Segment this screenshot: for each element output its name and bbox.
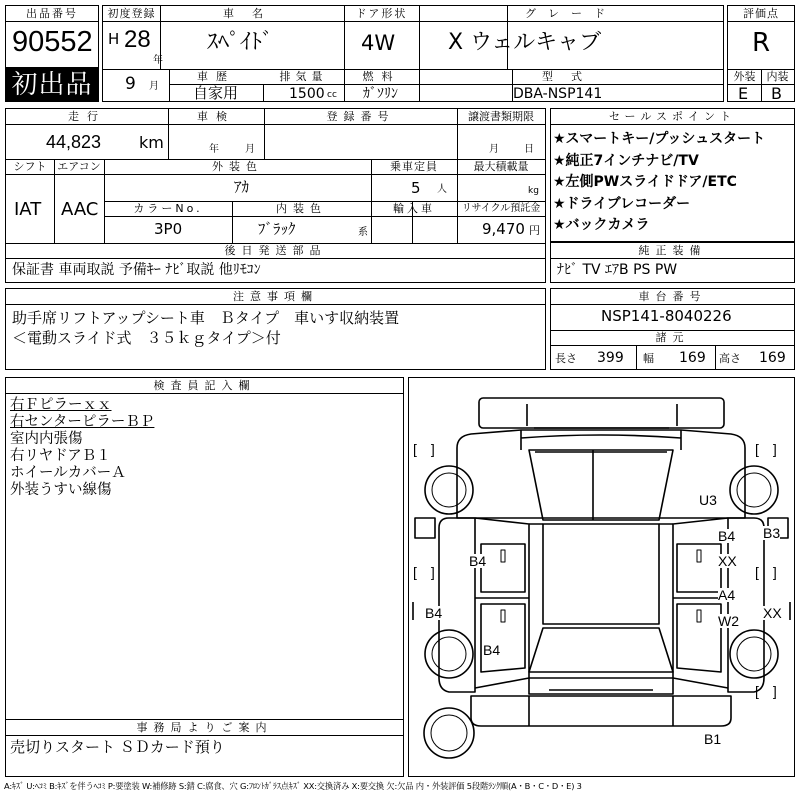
sales-points-box xyxy=(550,108,795,242)
int-color-label: 内装色 xyxy=(276,202,327,215)
car-diagram-box xyxy=(408,377,795,777)
chassis-label: 車台番号 xyxy=(638,290,707,303)
chassis-value: NSP141-8040226 xyxy=(601,307,732,325)
exterior-grade-label: 外装 xyxy=(733,70,756,83)
recycle-label: リサイクル預託金 xyxy=(461,203,541,214)
mark-b4-left-side: B4 xyxy=(425,605,443,621)
displacement-unit: cc xyxy=(327,90,337,100)
sales-points-label: セールスポイント xyxy=(608,110,736,123)
fuel-value: ｶﾞｿﾘﾝ xyxy=(363,86,398,102)
front-bumper xyxy=(479,398,724,428)
ext-color-value: ｱｶ xyxy=(234,178,250,196)
reg-no-label: 登録番号 xyxy=(326,110,395,123)
mark-w2-right-rear: W2 xyxy=(718,613,739,629)
height-label: 高さ xyxy=(719,352,741,365)
lot-number-box xyxy=(5,5,99,68)
displacement-label: 排気量 xyxy=(279,70,328,83)
mark-xx-right-door: XX xyxy=(718,553,737,569)
later-parts-label: 後日発送部品 xyxy=(224,244,327,257)
recycle-value: 9,470 xyxy=(482,220,525,238)
year-unit: 年 xyxy=(153,55,163,66)
inspector-line: 右センターピラーＢＰ xyxy=(10,414,155,430)
month-value: 9 xyxy=(125,74,136,94)
inspector-label: 検査員記入欄 xyxy=(153,379,256,392)
sales-point-item: ★純正7インチナビ/TV xyxy=(553,152,699,169)
mark-u3: U3 xyxy=(699,492,717,508)
shift-label: シフト xyxy=(13,160,47,173)
door-label: ドア形状 xyxy=(355,7,408,20)
inspection-month: 月 xyxy=(245,144,255,155)
mark-b4-right-door: B4 xyxy=(718,528,736,544)
first-reg-label: 初度登録 xyxy=(107,7,156,20)
inspector-line: 右Ｆピラーｘｘ xyxy=(10,397,112,413)
door-value: 4W xyxy=(361,31,396,55)
transfer-month: 月 xyxy=(489,144,499,155)
score-label: 評価点 xyxy=(743,7,779,20)
legend-text: A:ｷｽﾞ U:ﾍｺﾐ B:ｷｽﾞを伴うﾍｺﾐ P:要塗装 W:補修跡 S:錆 C:腐食、穴 G:ﾌﾛﾝﾄｶﾞﾗｽ点ｷｽﾞ XX:交換済み X:要交換 欠:欠品 内・外装評価 5段階ﾗﾝｸ順(A・B・C・D・E) 3 xyxy=(4,781,582,791)
capacity-value: 5 xyxy=(411,179,421,197)
roof xyxy=(543,524,659,624)
width-value: 169 xyxy=(679,350,706,366)
mirror-left xyxy=(415,518,435,538)
month-unit: 月 xyxy=(149,81,159,92)
inspector-lines xyxy=(10,397,154,499)
grade-value: X ウェルキャブ xyxy=(448,30,602,55)
notes-box xyxy=(5,288,546,370)
office-value: 売切りスタート ＳＤカード預り xyxy=(10,738,225,756)
equipment-box xyxy=(550,242,795,283)
bracket-mid-right: [ ] xyxy=(755,564,777,580)
chassis-box xyxy=(550,288,795,370)
rear-window xyxy=(529,628,673,672)
notes-line-2: ＜電動スライド式 ３５ｋｇタイプ＞付 xyxy=(12,329,281,347)
inspector-line: ホイールカバーＡ xyxy=(10,465,126,481)
inspector-line: 外装うすい線傷 xyxy=(10,482,112,498)
grade-label: グレード xyxy=(525,7,617,20)
model-value: DBA-NSP141 xyxy=(513,86,603,102)
color-no-label: カラーNo. xyxy=(133,202,203,215)
office-label: 事務局よりご案内 xyxy=(136,721,273,734)
inspector-box xyxy=(5,377,404,720)
max-load-unit: kg xyxy=(528,186,539,196)
history-value: 自家用 xyxy=(193,84,239,102)
int-color-value: ﾌﾞﾗｯｸ xyxy=(258,220,296,238)
sales-point-item: ★バックカメラ xyxy=(553,217,650,233)
bracket-top-left: [ ] xyxy=(413,441,435,457)
spec-table xyxy=(5,108,546,283)
history-label: 車歴 xyxy=(197,70,235,83)
score-box xyxy=(727,5,795,102)
sales-point-item: ★左側PWスライドドア/ETC xyxy=(553,174,737,190)
fuel-label: 燃料 xyxy=(362,70,401,83)
dimensions-label: 諸元 xyxy=(655,331,690,344)
later-parts-value: 保証書 車両取説 予備ｷｰ ﾅﾋﾞ取説 他ﾘﾓｺﾝ xyxy=(12,262,261,278)
mark-b4-left-rear: B4 xyxy=(483,642,501,658)
mark-b3-right-mirror: B3 xyxy=(763,525,781,541)
max-load-label: 最大積載量 xyxy=(473,160,529,173)
import-label: 輸入車 xyxy=(393,202,435,215)
ac-label: エアコン xyxy=(57,160,101,173)
bracket-mid-left: [ ] xyxy=(413,564,435,580)
shift-value: IAT xyxy=(14,199,42,220)
interior-grade-value: B xyxy=(771,84,782,102)
displacement-value: 1500 xyxy=(289,86,325,102)
width-label: 幅 xyxy=(643,352,654,365)
ac-value: AAC xyxy=(61,199,99,220)
windshield xyxy=(529,450,673,520)
lot-number-label: 出品番号 xyxy=(26,7,78,20)
first-listing-badge xyxy=(5,68,99,102)
transfer-label: 譲渡書類期限 xyxy=(468,110,534,123)
interior-grade-label: 内装 xyxy=(766,70,789,83)
mark-xx-right-side: XX xyxy=(763,605,782,621)
inspection-label: 車検 xyxy=(197,110,235,123)
recycle-unit: 円 xyxy=(529,224,540,237)
score-value: R xyxy=(752,28,771,58)
inspector-line: 室内内張傷 xyxy=(10,431,83,447)
mark-b4-left-front: B4 xyxy=(469,553,487,569)
notes-label: 注意事項欄 xyxy=(233,290,318,303)
era-letter: H xyxy=(108,30,120,48)
mileage-value: 44,823 xyxy=(46,132,102,152)
header-table xyxy=(102,5,724,102)
inspection-year: 年 xyxy=(209,144,219,155)
length-value: 399 xyxy=(597,350,624,366)
header-block xyxy=(5,5,795,102)
exterior-grade-value: E xyxy=(738,84,749,102)
equipment-label: 純正装備 xyxy=(638,244,707,257)
rear-bumper xyxy=(471,696,731,726)
capacity-unit: 人 xyxy=(437,184,447,195)
inspector-line: 右リヤドアＢ１ xyxy=(10,448,111,464)
car-name-label: 車名 xyxy=(223,7,281,20)
sales-point-item: ★スマートキー/プッシュスタート xyxy=(553,131,766,147)
int-color-unit: 系 xyxy=(358,227,368,238)
transfer-day: 日 xyxy=(524,144,534,155)
car-diagram xyxy=(409,378,794,776)
mark-a4-right-rear: A4 xyxy=(718,587,736,603)
ext-color-label: 外装色 xyxy=(212,160,263,173)
length-label: 長さ xyxy=(555,352,577,365)
mark-b1-rear: B1 xyxy=(704,731,722,747)
sales-point-item: ★ドライブレコーダー xyxy=(553,195,691,212)
bracket-top-right: [ ] xyxy=(755,441,777,457)
office-box xyxy=(5,719,404,777)
mileage-unit: km xyxy=(139,133,164,152)
color-no-value: 3P0 xyxy=(154,220,183,238)
equipment-value: ﾅﾋﾞ TV ｴｱB PS PW xyxy=(557,262,678,278)
mileage-label: 走行 xyxy=(68,110,106,123)
car-name: ｽﾍﾟｲﾄﾞ xyxy=(207,30,274,55)
notes-line-1: 助手席リフトアップシート車 Ｂタイプ 車いす収納装置 xyxy=(12,309,400,327)
lot-number: 90552 xyxy=(12,26,93,58)
height-value: 169 xyxy=(759,350,786,366)
capacity-label: 乗車定員 xyxy=(390,160,438,173)
first-listing-text: 初出品 xyxy=(11,70,93,100)
year-value: 28 xyxy=(124,26,151,53)
model-label: 型式 xyxy=(542,70,600,83)
bracket-bottom-right: [ ] xyxy=(755,683,777,699)
sales-points-list xyxy=(553,129,765,237)
